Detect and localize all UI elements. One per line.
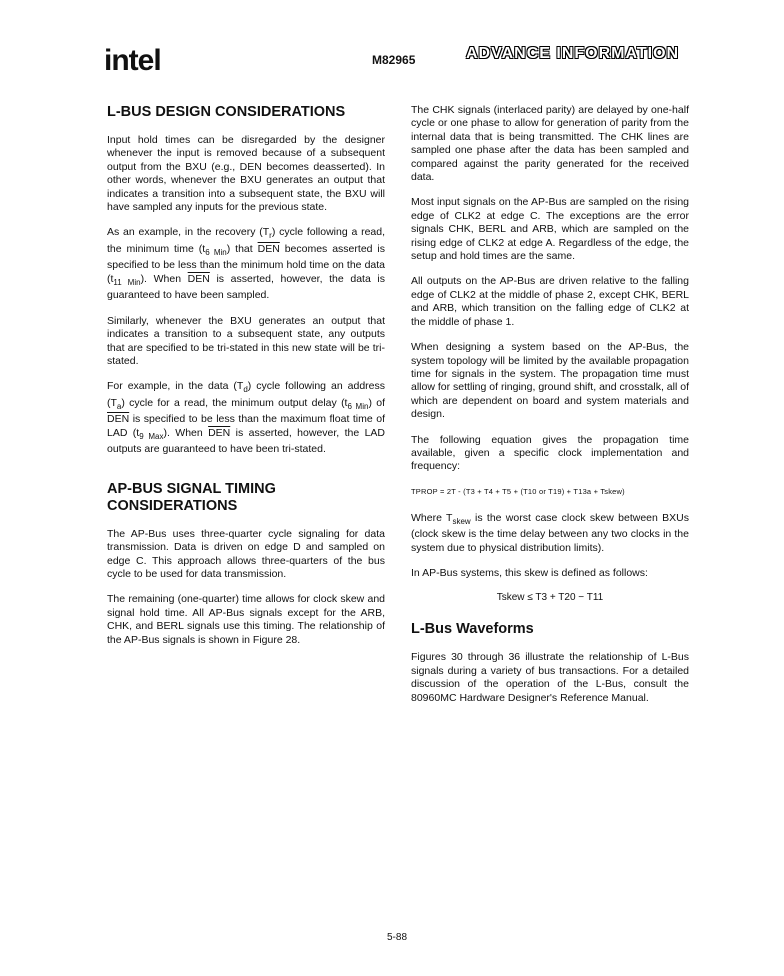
- part-number: M82965: [372, 53, 416, 67]
- intel-logo: intel: [104, 44, 161, 77]
- paragraph: When designing a system based on the AP-Bus, the system topology will be limited by the available propagation time for signals in the system. The propagation time must allow for settling of ringing, ground shift, and crosstalk, all of which are dependent on board and system materials and design.: [411, 341, 689, 421]
- page-number: 5-88: [387, 932, 408, 943]
- paragraph: The CHK signals (interlaced parity) are delayed by one-half cycle or one phase to allow for generation of parity from the internal data that is being transmitted. The CHK lines are sampled one phase after the data has been sampled and compared against the parity generated for the received data.: [411, 104, 689, 184]
- paragraph: As an example, in the recovery $(T_r)$ cycle following a read, the minimum time $(t_{6 Min})$ that $\overline{DEN}$ becomes asserted is specified to be less than the minimum hold time on the data $(t_{11 Min})$. When $\overline{DEN}$ is asserted, however, the data is guaranteed to have been sampled.: [107, 226, 386, 302]
- left-column: [107, 104, 385, 659]
- paragraph: Figures 30 through 36 illustrate the relationship of L-Bus signals during a variety of bus transactions. For a detailed discussion of the operation of the L-Bus, consult the 80960MC Hardware Designer's Reference Manual.: [411, 651, 689, 704]
- paragraph: Where $T_{skew}$ is the worst case clock skew between BXUs (clock skew is the time delay between any two clocks in the system due to physical distribution limits).: [411, 511, 689, 554]
- heading-apbus-timing: AP-BUS SIGNAL TIMING CONSIDERATIONS: [107, 480, 276, 514]
- paragraph: The remaining (one-quarter) time allows for clock skew and signal hold time. All AP-Bus signals except for the ARB, CHK, and BERL signals use this timing. The relationship of the AP-Bus signals is shown in Figure 28.: [107, 593, 385, 646]
- skew-equation: Tskew ≤ T3 + T20 − T11: [496, 592, 604, 604]
- paragraph: For example, in the data $(T_d)$ cycle following an address $(T_a)$ cycle for a read, the minimum output delay $(t_{6 Min})$ of $\overline{DEN}$ is specified to be less than the maximum float time of LAD $(t_{9 Max})$. When $\overline{DEN}$ is asserted, however, the LAD outputs are guaranteed to have been tri-stated.: [107, 380, 385, 456]
- heading-lbus-waveforms: L-Bus Waveforms: [411, 621, 534, 638]
- paragraph: The following equation gives the propagation time available, given a specific clock implementation and frequency:: [411, 433, 689, 473]
- advance-information-banner: ADVANCE INFORMATION: [466, 45, 680, 62]
- paragraph: Most input signals on the AP-Bus are sampled on the rising edge of CLK2 at edge C. The exceptions are the error signals CHK, BERL and ARB, which are sampled on the rising edge of CLK2 at edge A. Regardless of the edge, the setup and hold times are the same.: [411, 196, 689, 263]
- paragraph: Similarly, whenever the BXU generates an output that indicates a transition to a subsequent state, any outputs that are specified to be tri-stated in this new state will be tri-stated.: [107, 314, 385, 367]
- right-column: [411, 104, 689, 717]
- paragraph: All outputs on the AP-Bus are driven relative to the falling edge of CLK2 at the middle of phase 2, except CHK, BERL and ARB, which transition on the falling edge of CLK2 at the middle of phase 1.: [411, 275, 689, 328]
- paragraph: The AP-Bus uses three-quarter cycle signaling for data transmission. Data is driven on edge D and sampled on edge C. This approach allows three-quarters of the bus cycle to be used for data transmission.: [107, 527, 385, 580]
- propagation-equation: TPROP = 2T - (T3 + T4 + T5 + (T10 or T19) + T13a + Tskew): [411, 486, 625, 496]
- paragraph: In AP-Bus systems, this skew is defined as follows:: [411, 567, 648, 580]
- paragraph: Input hold times can be disregarded by the designer whenever the input is removed because of a subsequent output from the BXU (e.g., DEN becomes deasserted). In other words, whenever the BXU generates an output that indicates a transition into a subsequent state, the BXU will have sampled any inputs for the previous state.: [107, 134, 385, 214]
- heading-lbus-design: L-BUS DESIGN CONSIDERATIONS: [107, 104, 346, 120]
